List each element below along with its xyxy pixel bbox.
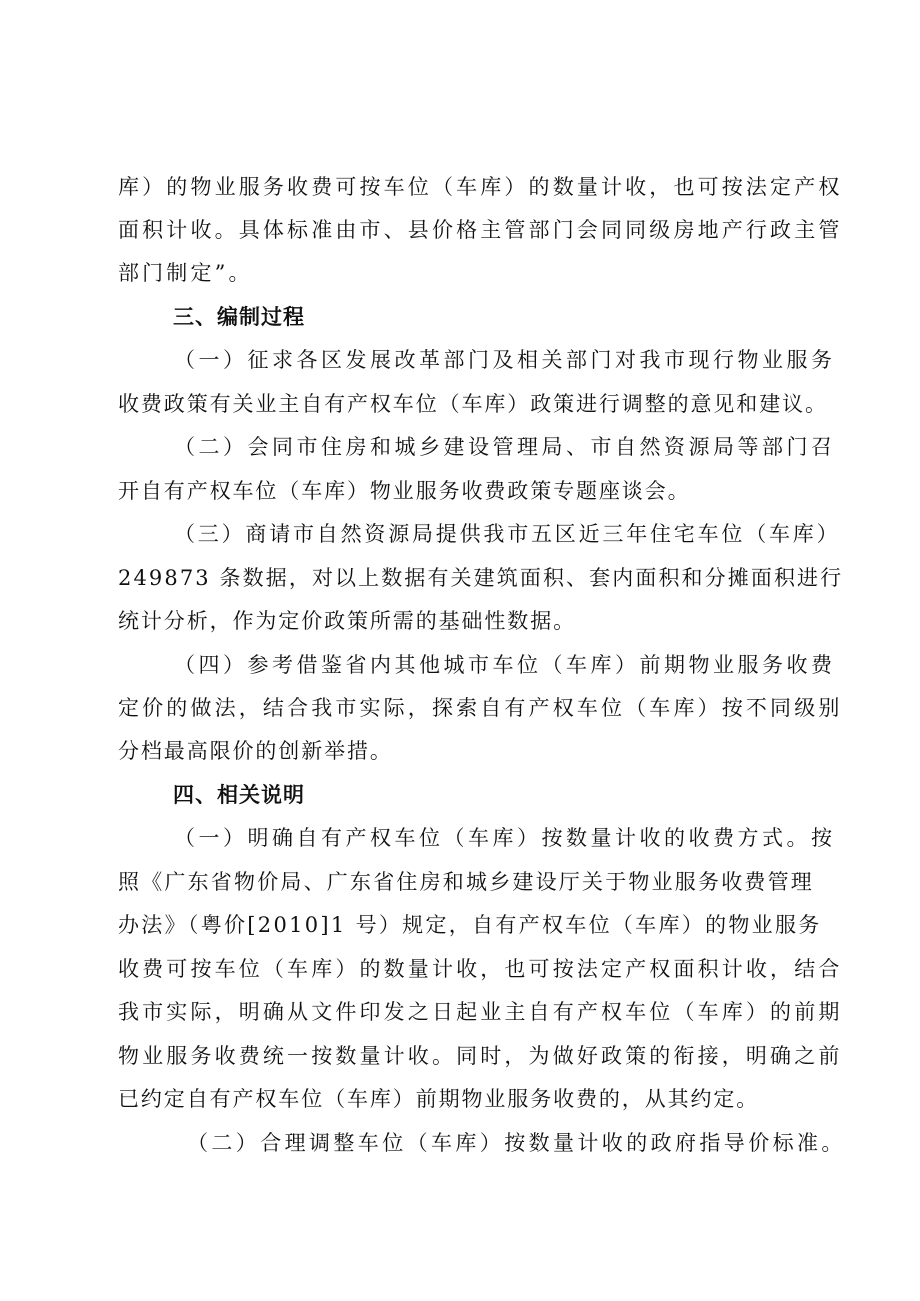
body-line-7: （二）会同市住房和城乡建设管理局、市自然资源局等部门召 (174, 435, 836, 459)
body-line-13: 定价的做法，结合我市实际，探索自有产权车位（车库）按不同级别 (118, 696, 843, 720)
body-line-2: 面积计收。具体标准由市、县价格主管部门会同同级房地产行政主管 (118, 218, 843, 242)
body-line-16: （一）明确自有产权车位（车库）按数量计收的收费方式。按 (174, 826, 836, 850)
section-heading-3: 三、编制过程 (173, 305, 305, 329)
body-line-18: 办法》（粤价[2010]1 号）规定，自有产权车位（车库）的物业服务 (118, 913, 822, 937)
body-line-11: 统计分析，作为定价政策所需的基础性数据。 (118, 609, 576, 633)
body-line-22: 已约定自有产权车位（车库）前期物业服务收费的，从其约定。 (118, 1087, 760, 1111)
body-line-21: 物业服务收费统一按数量计收。同时，为做好政策的衔接，明确之前 (118, 1044, 843, 1068)
body-line-17: 照《广东省物价局、广东省住房和城乡建设厅关于物业服务收费管理 (118, 870, 814, 894)
body-line-14: 分档最高限价的创新举措。 (118, 739, 393, 763)
body-line-8: 开自有产权车位（车库）物业服务收费政策专题座谈会。 (118, 479, 691, 503)
body-line-1: 库）的物业服务收费可按车位（车库）的数量计收，也可按法定产权 (118, 175, 843, 199)
body-line-19: 收费可按车位（车库）的数量计收，也可按法定产权面积计收，结合 (118, 957, 843, 981)
body-line-9: （三）商请市自然资源局提供我市五区近三年住宅车位（车库） (174, 522, 841, 546)
body-line-12: （四）参考借鉴省内其他城市车位（车库）前期物业服务收费 (174, 653, 836, 677)
body-line-6: 收费政策有关业主自有产权车位（车库）政策进行调整的意见和建议。 (118, 392, 828, 416)
body-line-10: 249873 条数据，对以上数据有关建筑面积、套内面积和分摊面积进行 (118, 566, 844, 590)
body-line-3: 部门制定”。 (118, 261, 253, 285)
body-line-23: （二）合理调整车位（车库）按数量计收的政府指导价标准。 (187, 1131, 846, 1155)
body-line-20: 我市实际，明确从文件印发之日起业主自有产权车位（车库）的前期 (118, 1000, 843, 1024)
body-line-5: （一）征求各区发展改革部门及相关部门对我市现行物业服务 (174, 348, 836, 372)
section-heading-4: 四、相关说明 (173, 783, 305, 807)
